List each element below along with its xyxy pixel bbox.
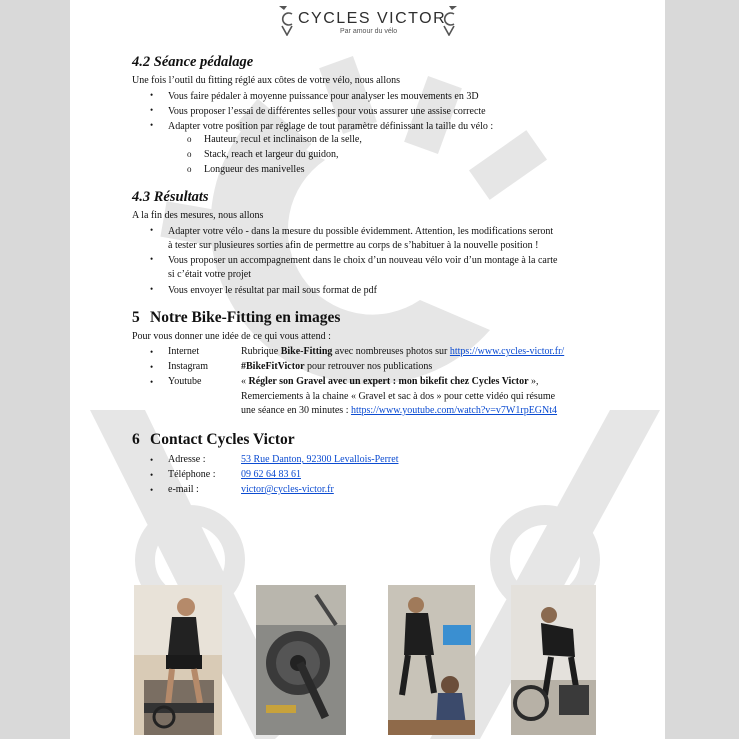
section-42-sub-3: Longueur des manivelles (204, 164, 305, 175)
section-6-title: Contact Cycles Victor (150, 431, 295, 448)
internet-text-prefix: Rubrique (241, 346, 281, 357)
photo-rider-on-trainer (134, 585, 222, 735)
section-5-title: Notre Bike-Fitting en images (150, 309, 341, 326)
logo-mark-right-icon (438, 4, 460, 36)
bullet-dot: • (150, 90, 154, 100)
section-42-bullet-1: Vous faire pédaler à moyenne puissance pour analyser les mouvements en 3D (168, 91, 479, 102)
internet-label: Internet (168, 346, 200, 357)
section-5-intro: Pour vous donner une idée de ce qui vous attend : (132, 331, 331, 342)
bullet-dot: • (150, 347, 154, 357)
bullet-dot: • (150, 455, 154, 465)
bullet-dot: • (150, 105, 154, 115)
section-5-heading (132, 309, 340, 327)
youtube-value-line-3 (241, 405, 557, 416)
website-link[interactable]: https://www.cycles-victor.fr/ (449, 346, 565, 357)
phone-link[interactable]: 09 62 64 83 61 (241, 469, 301, 480)
document-header (70, 4, 665, 38)
youtube-duration-text: une séance en 30 minutes : (241, 405, 351, 416)
youtube-quote-close: », (528, 376, 539, 387)
photo-crankset-closeup (256, 585, 346, 735)
section-43-bullet-2-line-1: Vous proposer un accompagnement dans le choix d’un nouveau vélo voir d’un montage à la carte (168, 255, 558, 266)
email-label: e-mail : (168, 484, 199, 495)
photo-rider-in-studio (511, 585, 596, 735)
phone-value (241, 469, 301, 480)
section-43-bullet-2-line-2: si c’était votre projet (168, 269, 252, 280)
section-43-bullet-1-line-2: à tester sur plusieures sorties afin de permettre au corps de s’habituer à la nouvelle position ! (168, 240, 539, 251)
sub-bullet-circle: o (187, 134, 192, 144)
bullet-dot: • (150, 254, 154, 264)
youtube-quote-open: « (241, 376, 249, 387)
section-42-bullet-2: Vous proposer l’essai de différentes selles pour vous assurer une assise correcte (168, 106, 486, 117)
phone-label: Téléphone : (168, 469, 216, 480)
section-5-number: 5 (132, 309, 140, 326)
sub-bullet-circle: o (187, 164, 192, 174)
instagram-value (241, 361, 432, 372)
address-value (241, 454, 398, 465)
instagram-hashtag: #BikeFitVictor (241, 361, 305, 372)
logo-mark-left-icon (276, 4, 298, 36)
internet-text-middle: avec nombreuses photos sur (332, 346, 450, 357)
bullet-dot: • (150, 284, 154, 294)
section-42-heading: 4.2 Séance pédalage (132, 54, 254, 70)
internet-bold-text: Bike-Fitting (280, 346, 333, 357)
section-42-sub-1: Hauteur, recul et inclinaison de la selle, (204, 134, 362, 145)
email-value (241, 484, 334, 495)
section-43-bullet-3: Vous envoyer le résultat par mail sous format de pdf (168, 285, 377, 296)
address-label: Adresse : (168, 454, 206, 465)
bullet-dot: • (150, 362, 154, 372)
bullet-dot: • (150, 377, 154, 387)
section-43-bullet-1-line-1: Adapter votre vélo - dans la mesure du possible évidemment. Attention, les modifications seront (168, 226, 554, 237)
address-link[interactable]: 53 Rue Danton, 92300 Levallois-Perret (241, 454, 399, 465)
section-43-intro: A la fin des mesures, nous allons (132, 210, 264, 221)
bullet-dot: • (150, 485, 154, 495)
sub-bullet-circle: o (187, 149, 192, 159)
section-6-number: 6 (132, 431, 140, 448)
instagram-label: Instagram (168, 361, 208, 372)
bullet-dot: • (150, 470, 154, 480)
youtube-label: Youtube (168, 376, 202, 387)
photo-fitter-adjusting-bike (388, 585, 475, 735)
bullet-dot: • (150, 225, 154, 235)
section-43-heading: 4.3 Résultats (132, 189, 209, 205)
youtube-video-title: Régler son Gravel avec un expert : mon bikefit chez Cycles Victor (248, 376, 529, 387)
section-6-heading (132, 431, 295, 449)
brand-name: CYCLES VICTOR (298, 10, 447, 27)
section-42-sub-2: Stack, reach et largeur du guidon, (204, 149, 339, 160)
section-42-bullet-3: Adapter votre position par réglage de tout paramètre définissant la taille du vélo : (168, 121, 494, 132)
section-42-intro: Une fois l’outil du fitting réglé aux côtes de votre vélo, nous allons (132, 75, 400, 86)
document-page (70, 0, 665, 739)
instagram-text: pour retrouver nos publications (304, 361, 433, 372)
youtube-value-line-2: Remerciements à la chaine « Gravel et sac à dos » pour cette vidéo qui résume (241, 391, 556, 402)
youtube-link[interactable]: https://www.youtube.com/watch?v=v7W1rpEGNt4 (350, 405, 558, 416)
brand-tagline: Par amour du vélo (340, 28, 398, 35)
youtube-value-line-1 (241, 376, 539, 387)
bullet-dot: • (150, 120, 154, 130)
internet-value (241, 346, 564, 357)
email-link[interactable]: victor@cycles-victor.fr (241, 484, 334, 495)
